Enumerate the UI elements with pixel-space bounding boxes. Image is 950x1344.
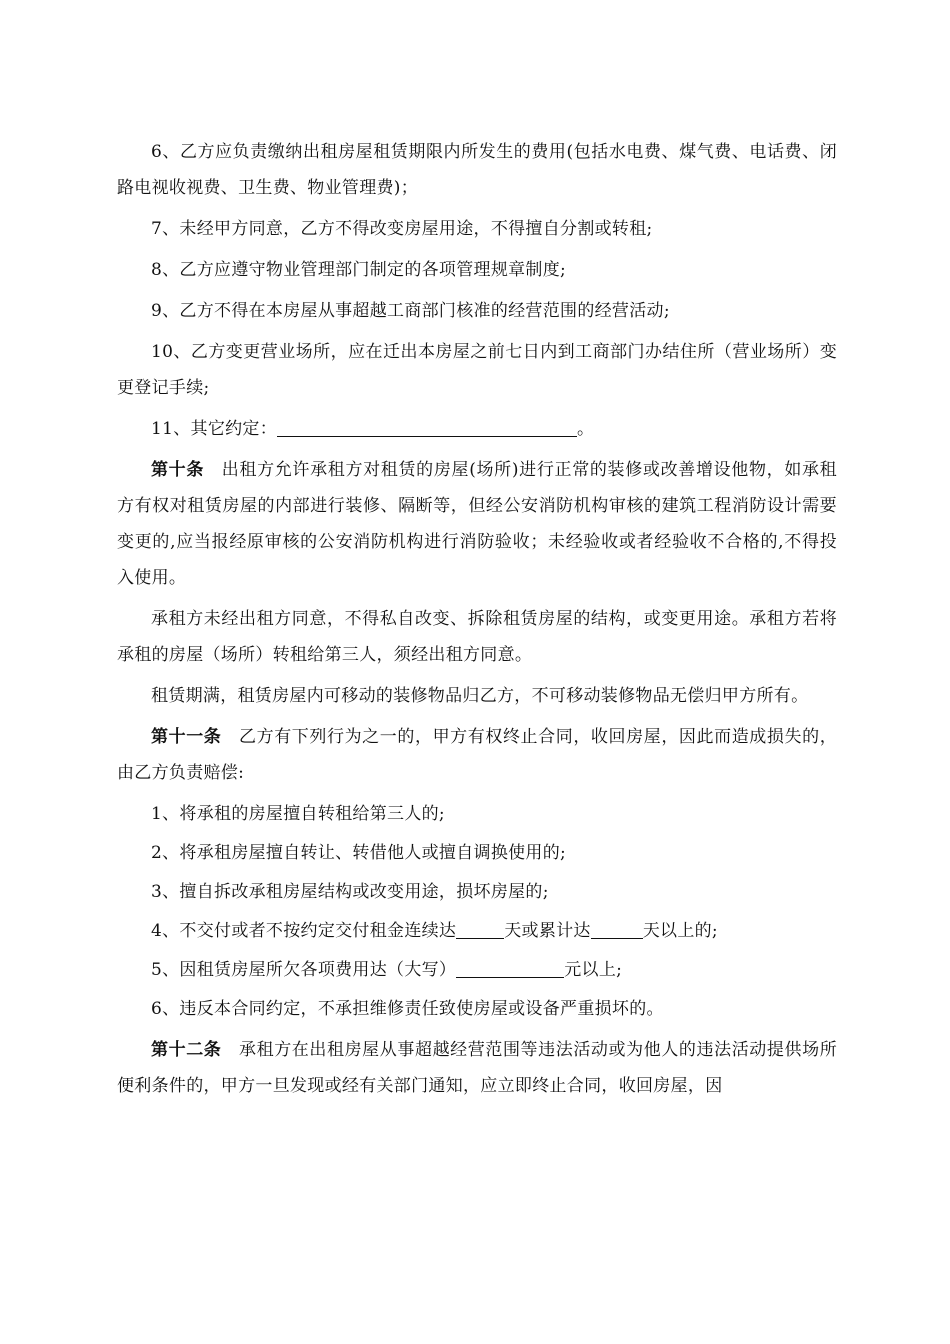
amount-owed-blank[interactable] <box>456 959 564 978</box>
clause-item-6: 6、乙方应负责缴纳出租房屋租赁期限内所发生的费用(包括水电费、煤气费、电话费、闭路电视收视费、卫生费、物业管理费)； <box>117 142 837 198</box>
article-11-item-4-text-b: 天或累计达 <box>504 921 591 941</box>
article-12-text: 承租方在出租房屋从事超越经营范围等违法活动或为他人的违法活动提供场所便利条件的，甲方一旦发现或经有关部门通知，应立即终止合同，收回房屋，因 <box>117 1040 837 1096</box>
article-11-item-5 <box>117 952 837 988</box>
article-11-item-3: 3、擅自拆改承租房屋结构或改变用途，损坏房屋的; <box>151 882 549 902</box>
article-10-para-3: 租赁期满，租赁房屋内可移动的装修物品归乙方，不可移动装修物品无偿归甲方所有。 <box>151 686 809 706</box>
article-12 <box>117 1032 837 1104</box>
clause-item-10: 10、乙方变更营业场所，应在迁出本房屋之前七日内到工商部门办结住所（营业场所）变更登记手续; <box>117 342 837 398</box>
article-11-item-4-text-c: 天以上的; <box>642 921 718 941</box>
article-11-item-6: 6、违反本合同约定，不承担维修责任致使房屋或设备严重损坏的。 <box>151 999 664 1019</box>
article-11-item-5-text-b: 元以上; <box>564 960 623 980</box>
article-11 <box>117 719 837 791</box>
article-11-heading: 第十一条 <box>151 727 222 747</box>
other-terms-blank[interactable] <box>277 418 577 437</box>
article-10-heading: 第十条 <box>151 460 205 480</box>
article-11-text: 乙方有下列行为之一的，甲方有权终止合同，收回房屋，因此而造成损失的，由乙方负责赔偿: <box>117 727 837 783</box>
consecutive-days-blank[interactable] <box>456 920 504 939</box>
article-10-text: 出租方允许承租方对租赁的房屋(场所)进行正常的装修或改善增设他物，如承租方有权对租赁房屋的内部进行装修、隔断等，但经公安消防机构审核的建筑工程消防设计需要变更的,应当报经原审核的公安消防机构进行消防验收；未经验收或者经验收不合格的,不得投入使用。 <box>117 460 837 588</box>
article-10 <box>117 452 837 596</box>
clause-item-9: 9、乙方不得在本房屋从事超越工商部门核准的经营范围的经营活动; <box>151 301 670 321</box>
article-11-item-4-text-a: 4、不交付或者不按约定交付租金连续达 <box>151 921 457 941</box>
article-10-para-2: 承租方未经出租方同意，不得私自改变、拆除租赁房屋的结构，或变更用途。承租方若将承租的房屋（场所）转租给第三人，须经出租方同意。 <box>117 609 837 665</box>
article-11-item-2: 2、将承租房屋擅自转让、转借他人或擅自调换使用的; <box>151 843 567 863</box>
clause-item-11 <box>117 411 837 447</box>
clause-item-8: 8、乙方应遵守物业管理部门制定的各项管理规章制度; <box>151 260 567 280</box>
clause-item-7: 7、未经甲方同意，乙方不得改变房屋用途，不得擅自分割或转租; <box>151 219 653 239</box>
clause-item-11-label: 11、其它约定： <box>151 419 278 439</box>
cumulative-days-blank[interactable] <box>591 920 643 939</box>
article-12-heading: 第十二条 <box>151 1040 222 1060</box>
article-11-item-1: 1、将承租的房屋擅自转租给第三人的; <box>151 804 445 824</box>
clause-item-11-end: 。 <box>577 419 595 439</box>
article-11-item-5-text-a: 5、因租赁房屋所欠各项费用达（大写） <box>151 960 457 980</box>
article-11-item-4 <box>117 913 837 949</box>
document-page <box>117 134 837 1109</box>
